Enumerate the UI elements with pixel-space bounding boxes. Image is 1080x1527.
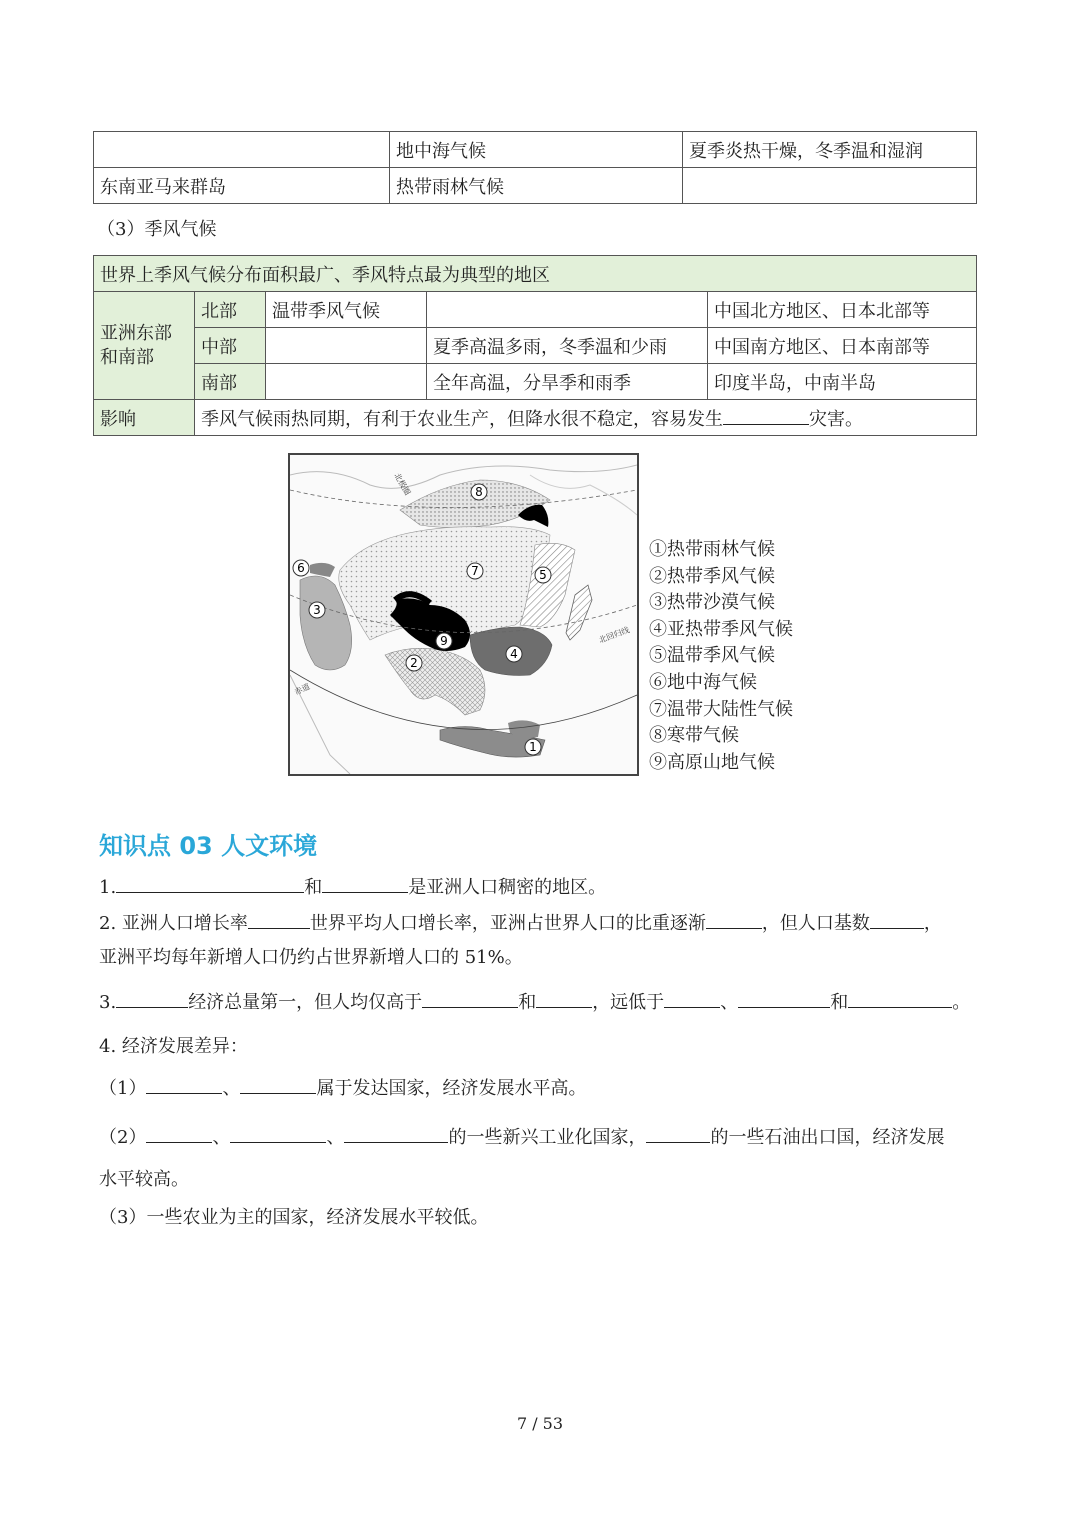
cell	[427, 292, 708, 328]
marker-7: 7	[471, 564, 479, 578]
marker-6: 6	[297, 561, 305, 575]
section-heading: 知识点 03 人文环境	[99, 832, 318, 860]
mediterranean-region	[310, 563, 335, 577]
legend-item: ⑨高原山地气候	[649, 751, 775, 773]
question-4-part3: （3）一些农业为主的国家，经济发展水平较低。	[99, 1207, 489, 1228]
map-svg	[290, 455, 637, 774]
region-cell: 亚洲东部和南部	[94, 292, 195, 400]
legend-item: ⑦温带大陆性气候	[649, 698, 793, 720]
answer-blank[interactable]	[870, 910, 924, 929]
legend-item: ③热带沙漠气候	[649, 592, 775, 614]
coast-outline	[530, 475, 637, 515]
question-2-line2: 亚洲平均每年新增人口仍约占世界新增人口的 51%。	[99, 947, 523, 968]
answer-blank[interactable]	[230, 1124, 326, 1143]
marker-8: 8	[475, 485, 483, 499]
cell: 印度半岛，中南半岛	[708, 364, 977, 400]
cell	[266, 364, 427, 400]
marker-2: 2	[410, 656, 418, 670]
answer-blank[interactable]	[706, 910, 762, 929]
cell: 全年高温，分旱季和雨季	[427, 364, 708, 400]
marker-3: 3	[313, 603, 321, 617]
tropic-label: 北回归线	[597, 625, 631, 645]
answer-blank[interactable]	[146, 1075, 222, 1094]
monsoon-table-header: 世界上季风气候分布面积最广、季风特点最为典型的地区	[94, 256, 977, 292]
answer-blank[interactable]	[116, 989, 188, 1008]
cell: 热带雨林气候	[390, 168, 683, 204]
part-cell: 南部	[195, 364, 266, 400]
answer-blank[interactable]	[664, 989, 720, 1008]
cell	[683, 168, 977, 204]
legend-item: ⑧寒带气候	[649, 725, 739, 747]
answer-blank[interactable]	[240, 1075, 316, 1094]
answer-blank[interactable]	[848, 989, 952, 1008]
tropical-monsoon-region	[385, 648, 485, 715]
climate-table-top	[93, 131, 977, 204]
answer-blank[interactable]	[322, 874, 408, 893]
japan-region	[566, 585, 592, 640]
answer-blank[interactable]	[422, 989, 518, 1008]
monsoon-subtitle: （3）季风气候	[97, 219, 217, 240]
question-4-title: 4. 经济发展差异：	[99, 1036, 248, 1057]
cell: 夏季高温多雨，冬季温和少雨	[427, 328, 708, 364]
cell: 温带季风气候	[266, 292, 427, 328]
impact-cell: 季风气候雨热同期，有利于农业生产，但降水很不稳定，容易发生 灾害。	[195, 400, 977, 436]
answer-blank[interactable]	[536, 989, 592, 1008]
cell	[94, 132, 390, 168]
marker-4: 4	[510, 647, 518, 661]
cell: 东南亚马来群岛	[94, 168, 390, 204]
cell: 地中海气候	[390, 132, 683, 168]
answer-blank[interactable]	[738, 989, 830, 1008]
question-4-part2: （2） 、 、 的一些新兴工业化国家， 的一些石油出口国，经济发展	[99, 1124, 944, 1150]
answer-blank[interactable]	[116, 874, 304, 893]
marker-9: 9	[440, 634, 448, 648]
cell	[266, 328, 427, 364]
answer-blank[interactable]	[146, 1124, 212, 1143]
question-2: 2. 亚洲人口增长率 世界平均人口增长率，亚洲占世界人口的比重逐渐 ，但人口基数 ，	[99, 910, 942, 936]
answer-blank[interactable]	[248, 910, 310, 929]
cell: 中国南方地区、日本南部等	[708, 328, 977, 364]
marker-5: 5	[539, 568, 547, 582]
page-number: 7 / 53	[516, 1414, 564, 1433]
answer-blank[interactable]	[344, 1124, 448, 1143]
asia-climate-map	[288, 453, 639, 776]
question-4-part1: （1） 、 属于发达国家，经济发展水平高。	[99, 1075, 586, 1101]
arctic-label: 北极圈	[392, 471, 413, 497]
legend-item: ⑥地中海气候	[649, 671, 757, 693]
legend-item: ②热带季风气候	[649, 565, 775, 587]
legend-item: ⑤温带季风气候	[649, 645, 775, 667]
question-4-part2-line2: 水平较高。	[99, 1169, 189, 1190]
part-cell: 北部	[195, 292, 266, 328]
impact-label: 影响	[94, 400, 195, 436]
cell: 中国北方地区、日本北部等	[708, 292, 977, 328]
monsoon-table	[93, 255, 977, 436]
equator-label: 赤道	[293, 681, 312, 697]
cell: 夏季炎热干燥，冬季温和湿润	[683, 132, 977, 168]
map-legend	[649, 537, 793, 776]
question-3: 3. 经济总量第一，但人均仅高于 和 ，远低于 、 和 。	[99, 989, 970, 1015]
marker-1: 1	[529, 740, 537, 754]
question-1: 1. 和 是亚洲人口稠密的地区。	[99, 874, 606, 900]
answer-blank[interactable]	[646, 1124, 710, 1143]
part-cell: 中部	[195, 328, 266, 364]
legend-item: ④亚热带季风气候	[649, 618, 793, 640]
legend-item: ①热带雨林气候	[649, 539, 775, 560]
